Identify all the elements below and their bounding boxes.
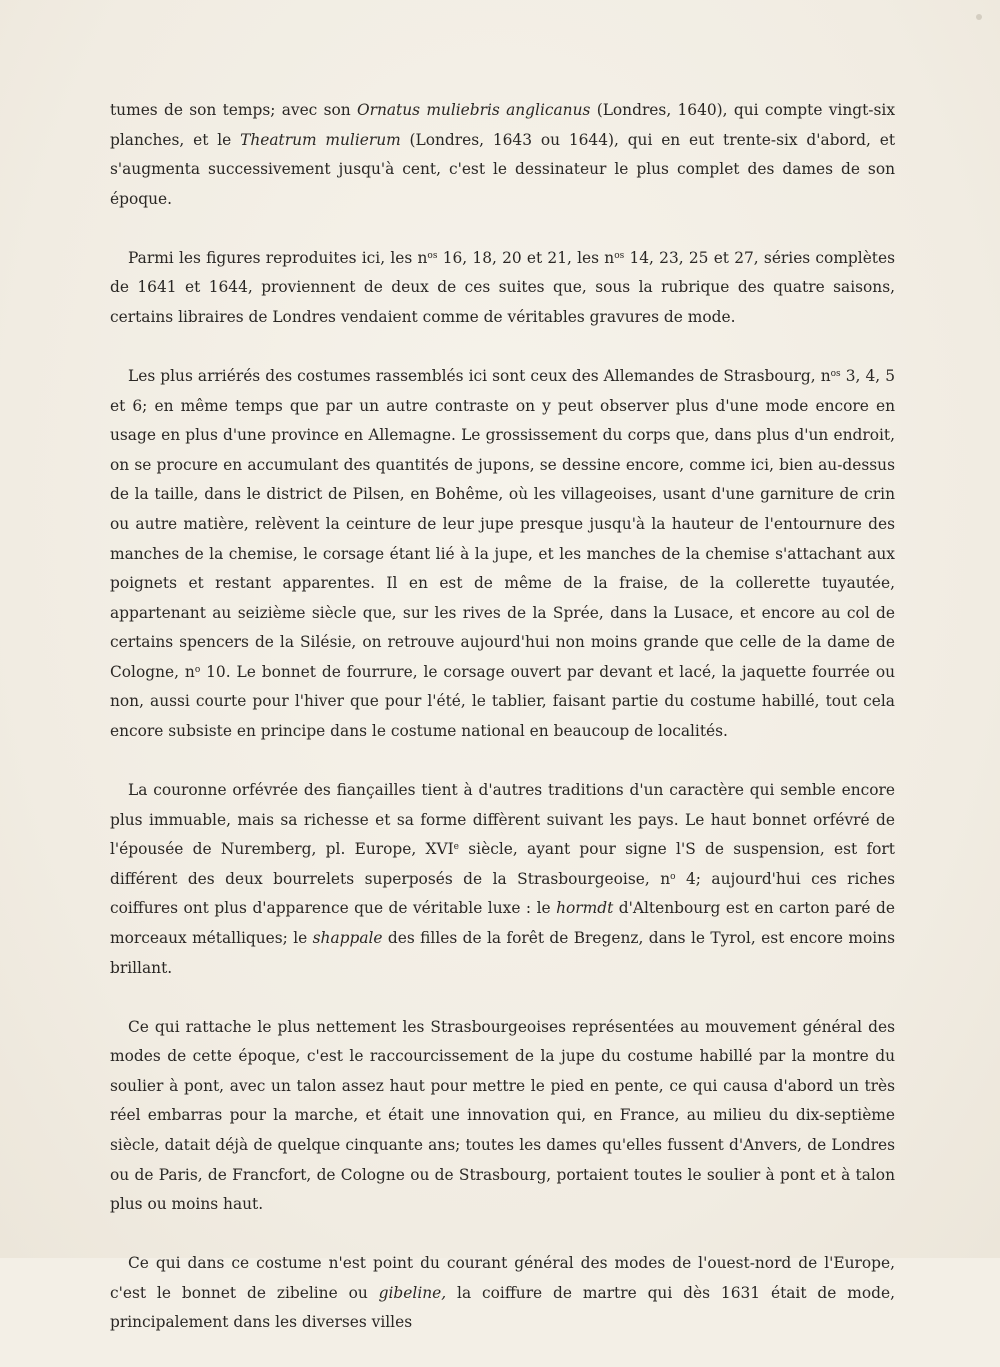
text-run: Ce qui dans ce costume n'est point du courant général des modes de l'ouest-nord de l'Europe, c'est le bonnet de zibeline ou	[110, 1254, 895, 1302]
paragraph-5	[110, 1013, 895, 1220]
paragraph-3	[110, 362, 895, 747]
text-run: 4; aujourd'hui ces riches coiffures ont plus d'apparence que de véritable luxe : le	[110, 869, 895, 918]
italic-text: gibeline,	[378, 1283, 447, 1302]
text-run: d'Altenbourg est en carton paré de morceaux métalliques; le	[110, 899, 895, 948]
superscript: os	[830, 368, 841, 379]
italic-text: hormdt	[556, 899, 614, 918]
text-run: Les plus arriérés des costumes rassemblés ici sont ceux des Allemandes de Strasbourg, n	[128, 366, 831, 385]
paragraph-6	[110, 1249, 895, 1338]
text-run: Parmi les figures reproduites ici, les n	[128, 248, 428, 267]
italic-text: shappale	[312, 929, 383, 948]
text-run: des filles de la forêt de Bregenz, dans le Tyrol, est encore moins brillant.	[110, 929, 895, 977]
text-run: Ce qui rattache le plus nettement les Strasbourgeoises représentées au mouvement général des modes de cette époque, c'est le raccourcissement de la jupe du costume habillé par la montre du soulier à pont, avec un talon assez haut pour mettre le pied en pente, ce qui causa d'abord un très réel embarras pour la marche, et était une innovation qui, en France, au milieu du dix-septième siècle, datait déjà de quelque cinquante ans; toutes les dames qu'elles fussent d'Anvers, de Londres ou de Paris, de Francfort, de Cologne ou de Strasbourg, portaient toutes le soulier à pont et à talon plus ou moins haut.	[110, 1017, 895, 1214]
superscript: o	[194, 664, 201, 675]
paragraph-4	[110, 776, 895, 983]
superscript: os	[427, 250, 438, 261]
text-run: 10. Le bonnet de fourrure, le corsage ouvert par devant et lacé, la jaquette fourrée ou non, aussi courte pour l'hiver que pour l'été, le tablier, faisant partie du costume habillé, tout cela encore subsiste en principe dans le costume national en beaucoup de localités.	[110, 662, 895, 741]
text-run: tumes de son temps; avec son	[110, 101, 357, 119]
superscript: e	[453, 842, 459, 853]
text-run: 14, 23, 25 et 27, séries complètes de 1641 et 1644, proviennent de deux de ces suites que, sous la rubrique des quatre saisons, certains libraires de Londres vendaient comme de véritables gravures de mode.	[110, 248, 895, 326]
body-text	[110, 96, 895, 1367]
paragraph-1	[110, 96, 895, 214]
italic-text: Ornatus muliebris anglicanus	[356, 101, 591, 119]
italic-text: Theatrum mulierum	[240, 130, 401, 149]
paper-speck	[976, 14, 982, 20]
superscript: o	[670, 871, 676, 882]
text-run: 16, 18, 20 et 21, les n	[437, 248, 615, 267]
paragraph-2	[110, 244, 895, 333]
text-run: (Londres, 1640), qui compte vingt-six planches, et le	[110, 101, 895, 149]
text-run: siècle, ayant pour signe l'S de suspension, est fort différent des deux bourrelets superposés de la Strasbourgeoise, n	[110, 840, 895, 888]
text-run: (Londres, 1643 ou 1644), qui en eut trente-six d'abord, et s'augmenta successivement jusqu'à cent, c'est le dessinateur le plus complet des dames de son époque.	[110, 130, 895, 208]
superscript: os	[614, 250, 625, 261]
text-run: La couronne orfévrée des fiançailles tient à d'autres traditions d'un caractère qui semble encore plus immuable, mais sa richesse et sa forme diffèrent suivant les pays. Le haut bonnet orfévré de l'épousée de Nuremberg, pl. Europe, XVI	[110, 781, 895, 859]
text-run: 3, 4, 5 et 6; en même temps que par un autre contraste on y peut observer plus d'une mode encore en usage en plus d'une province en Allemagne. Le grossissement du corps que, dans plus d'un endroit, on se procure en accumulant des quantités de jupons, se dessine encore, comme ici, bien au-dessus de la taille, dans le district de Pilsen, en Bohême, où les villageoises, usant d'une garniture de crin ou autre matière, relèvent la ceinture de leur jupe presque jusqu'à la hauteur de l'entournure des manches de la chemise, le corsage étant lié à la jupe, et les manches de la chemise s'attachant aux poignets et restant apparentes. Il en est de même de la fraise, de la collerette tuyautée, appartenant au seizième siècle que, sur les rives de la Sprée, dans la Lusace, et encore au col de certains spencers de la Silésie, on retrouve aujourd'hui non moins grande que celle de la dame de Cologne, n	[110, 366, 895, 681]
text-run: la coiffure de martre qui dès 1631 était de mode, principalement dans les diverses villes	[110, 1283, 895, 1332]
